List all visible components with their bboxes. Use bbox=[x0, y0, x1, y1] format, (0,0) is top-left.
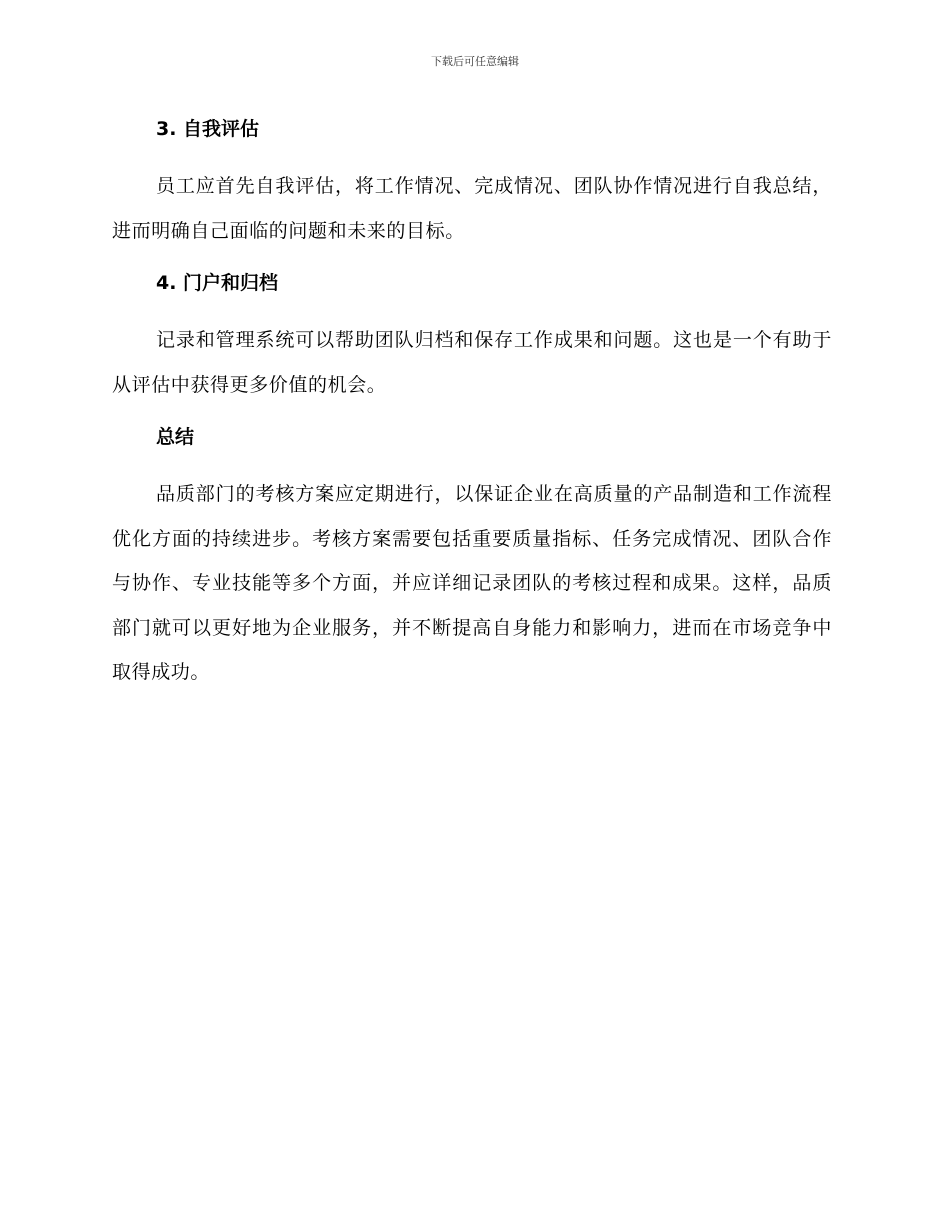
section-self-evaluation bbox=[112, 112, 832, 253]
section-paragraph: 员工应首先自我评估，将工作情况、完成情况、团队协作情况进行自我总结，进而明确自己面临的问题和未来的目标。 bbox=[112, 175, 832, 242]
document-body bbox=[112, 112, 832, 708]
section-heading: 3. 自我评估 bbox=[156, 118, 260, 140]
section-summary bbox=[112, 420, 832, 695]
section-portal-archive bbox=[112, 266, 832, 407]
page-header: 下载后可任意编辑 bbox=[431, 55, 519, 68]
section-paragraph: 品质部门的考核方案应定期进行，以保证企业在高质量的产品制造和工作流程优化方面的持续进步。考核方案需要包括重要质量指标、任务完成情况、团队合作与协作、专业技能等多个方面，并应详细记录团队的考核过程和成果。这样，品质部门就可以更好地为企业服务，并不断提高自身能力和影响力，进而在市场竞争中取得成功。 bbox=[112, 483, 832, 683]
section-heading: 4. 门户和归档 bbox=[156, 272, 279, 294]
section-heading: 总结 bbox=[156, 426, 195, 448]
section-paragraph: 记录和管理系统可以帮助团队归档和保存工作成果和问题。这也是一个有助于从评估中获得更多价值的机会。 bbox=[112, 329, 832, 396]
